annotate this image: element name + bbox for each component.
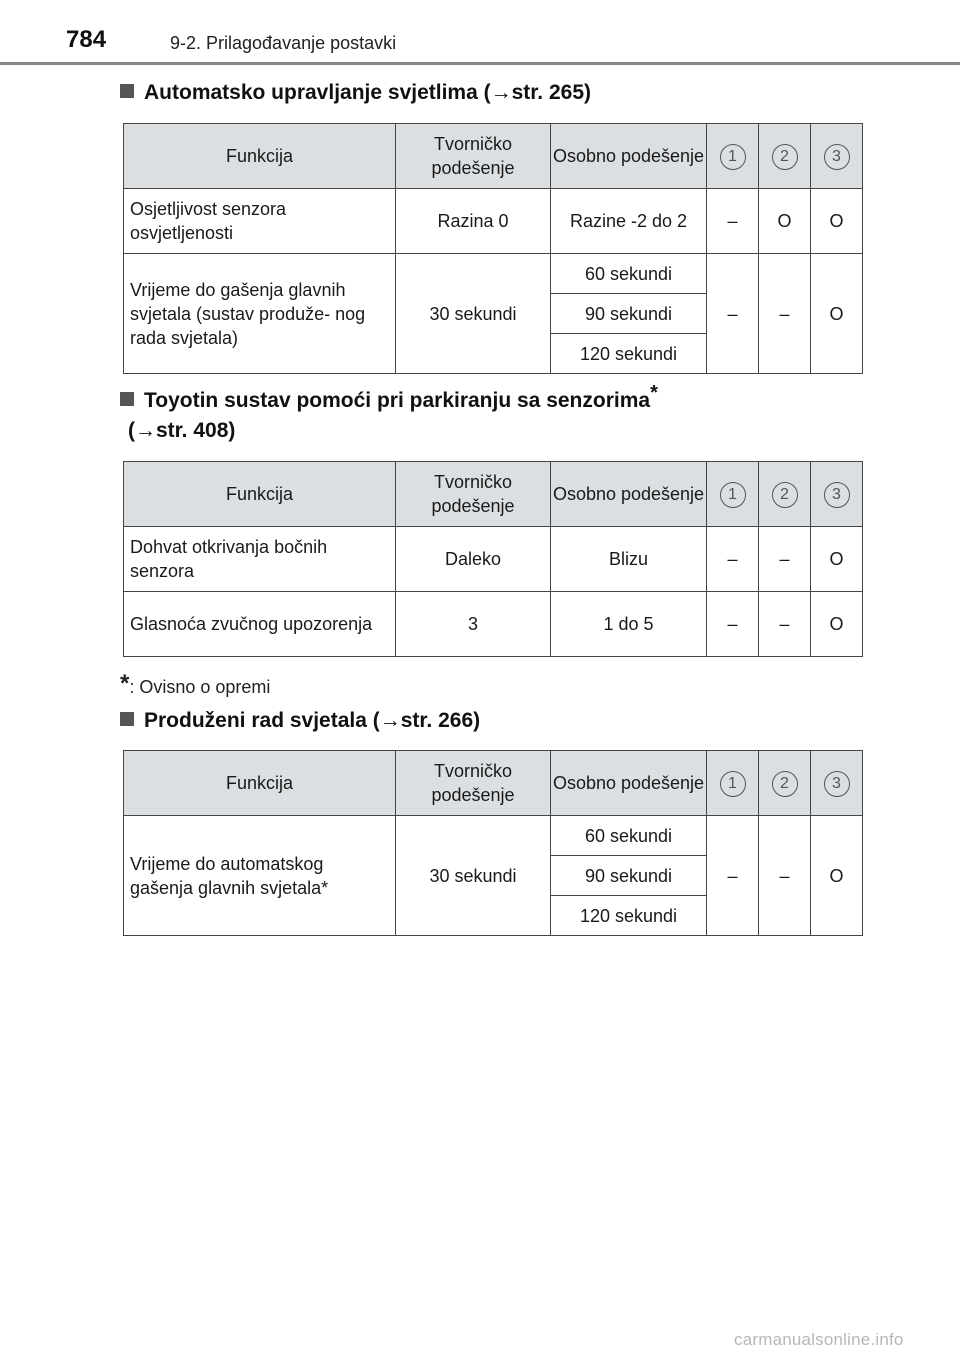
function-cell: Osjetljivost senzora osvjetljenosti bbox=[124, 189, 396, 254]
function-cell: Dohvat otkrivanja bočnih senzora bbox=[124, 527, 396, 592]
personal-option: 60 sekundi bbox=[551, 816, 707, 856]
asterisk-mark: * bbox=[120, 670, 130, 697]
square-bullet-icon bbox=[120, 712, 134, 726]
personal-option: 60 sekundi bbox=[551, 254, 707, 294]
c3-cell: O bbox=[811, 592, 863, 657]
c1-cell: – bbox=[707, 189, 759, 254]
circled-3-icon: 3 bbox=[824, 144, 850, 170]
table-header-row bbox=[124, 124, 863, 189]
c2-cell: – bbox=[759, 592, 811, 657]
personal-cell: 1 do 5 bbox=[551, 592, 707, 657]
col-header-personal: Osobno podešenje bbox=[551, 124, 707, 189]
circled-3-icon: 3 bbox=[824, 482, 850, 508]
col-header-3 bbox=[811, 751, 863, 816]
section-title-extended-lights: Produženi rad svjetala (→str. 266) bbox=[120, 706, 480, 736]
footnote-text: : Ovisno o opremi bbox=[129, 677, 271, 697]
factory-cell: Razina 0 bbox=[396, 189, 551, 254]
personal-option: 90 sekundi bbox=[551, 294, 707, 334]
c1-cell: – bbox=[707, 816, 759, 936]
function-cell: Glasnoća zvučnog upozorenja bbox=[124, 592, 396, 657]
section-title-auto-lights: Automatsko upravljanje svjetlima (→str. 265) bbox=[120, 78, 591, 108]
table-header-row bbox=[124, 751, 863, 816]
c1-cell: – bbox=[707, 527, 759, 592]
page-reference: (→str. 408) bbox=[128, 419, 236, 442]
col-header-2 bbox=[759, 751, 811, 816]
table-row bbox=[124, 189, 863, 254]
col-header-factory: Tvorničko podešenje bbox=[396, 462, 551, 527]
page-reference: →str. 266) bbox=[379, 709, 481, 732]
col-header-1 bbox=[707, 751, 759, 816]
col-header-function: Funkcija bbox=[124, 462, 396, 527]
circled-2-icon: 2 bbox=[772, 771, 798, 797]
table-row bbox=[124, 816, 863, 856]
page-number: 784 bbox=[66, 26, 107, 53]
c2-cell: – bbox=[759, 527, 811, 592]
col-header-1 bbox=[707, 124, 759, 189]
circled-2-icon: 2 bbox=[772, 482, 798, 508]
personal-option: 120 sekundi bbox=[551, 334, 707, 374]
col-header-2 bbox=[759, 462, 811, 527]
factory-cell: 30 sekundi bbox=[396, 816, 551, 936]
circled-3-icon: 3 bbox=[824, 771, 850, 797]
personal-option: 120 sekundi bbox=[551, 896, 707, 936]
col-header-function: Funkcija bbox=[124, 751, 396, 816]
function-cell: Vrijeme do gašenja glavnih svjetala (sustav produže- nog rada svjetala) bbox=[124, 254, 396, 374]
circled-1-icon: 1 bbox=[720, 482, 746, 508]
circled-1-icon: 1 bbox=[720, 144, 746, 170]
c1-cell: – bbox=[707, 254, 759, 374]
factory-cell: 30 sekundi bbox=[396, 254, 551, 374]
c3-cell: O bbox=[811, 254, 863, 374]
col-header-function: Funkcija bbox=[124, 124, 396, 189]
circled-1-icon: 1 bbox=[720, 771, 746, 797]
c3-cell: O bbox=[811, 527, 863, 592]
settings-table-auto-lights bbox=[123, 123, 863, 374]
square-bullet-icon bbox=[120, 84, 134, 98]
col-header-3 bbox=[811, 462, 863, 527]
settings-table-extended-lights bbox=[123, 750, 863, 936]
circled-2-icon: 2 bbox=[772, 144, 798, 170]
table-row bbox=[124, 592, 863, 657]
col-header-personal: Osobno podešenje bbox=[551, 462, 707, 527]
c3-cell: O bbox=[811, 816, 863, 936]
header-rule bbox=[0, 62, 960, 65]
c2-cell: – bbox=[759, 254, 811, 374]
table-row bbox=[124, 254, 863, 294]
table-row bbox=[124, 527, 863, 592]
col-header-factory: Tvorničko podešenje bbox=[396, 124, 551, 189]
c2-cell: – bbox=[759, 816, 811, 936]
function-cell: Vrijeme do automatskog gašenja glavnih svjetala* bbox=[124, 816, 396, 936]
footnote bbox=[120, 670, 270, 698]
personal-cell: Razine -2 do 2 bbox=[551, 189, 707, 254]
factory-cell: 3 bbox=[396, 592, 551, 657]
chapter-title: 9-2. Prilagođavanje postavki bbox=[170, 33, 397, 53]
factory-cell: Daleko bbox=[396, 527, 551, 592]
section-title-parking-sensors: Toyotin sustav pomoći pri parkiranju sa senzorima* (→str. 408) bbox=[120, 386, 658, 446]
c3-cell: O bbox=[811, 189, 863, 254]
personal-cell: Blizu bbox=[551, 527, 707, 592]
col-header-2 bbox=[759, 124, 811, 189]
page-header bbox=[0, 0, 960, 66]
col-header-factory: Tvorničko podešenje bbox=[396, 751, 551, 816]
personal-option: 90 sekundi bbox=[551, 856, 707, 896]
square-bullet-icon bbox=[120, 392, 134, 406]
col-header-1 bbox=[707, 462, 759, 527]
c2-cell: O bbox=[759, 189, 811, 254]
col-header-personal: Osobno podešenje bbox=[551, 751, 707, 816]
c1-cell: – bbox=[707, 592, 759, 657]
col-header-3 bbox=[811, 124, 863, 189]
table-header-row bbox=[124, 462, 863, 527]
page-reference: →str. 265) bbox=[490, 81, 591, 104]
asterisk-mark: * bbox=[650, 382, 658, 404]
settings-table-parking-sensors bbox=[123, 461, 863, 657]
watermark: carmanualsonline.info bbox=[734, 1330, 904, 1349]
